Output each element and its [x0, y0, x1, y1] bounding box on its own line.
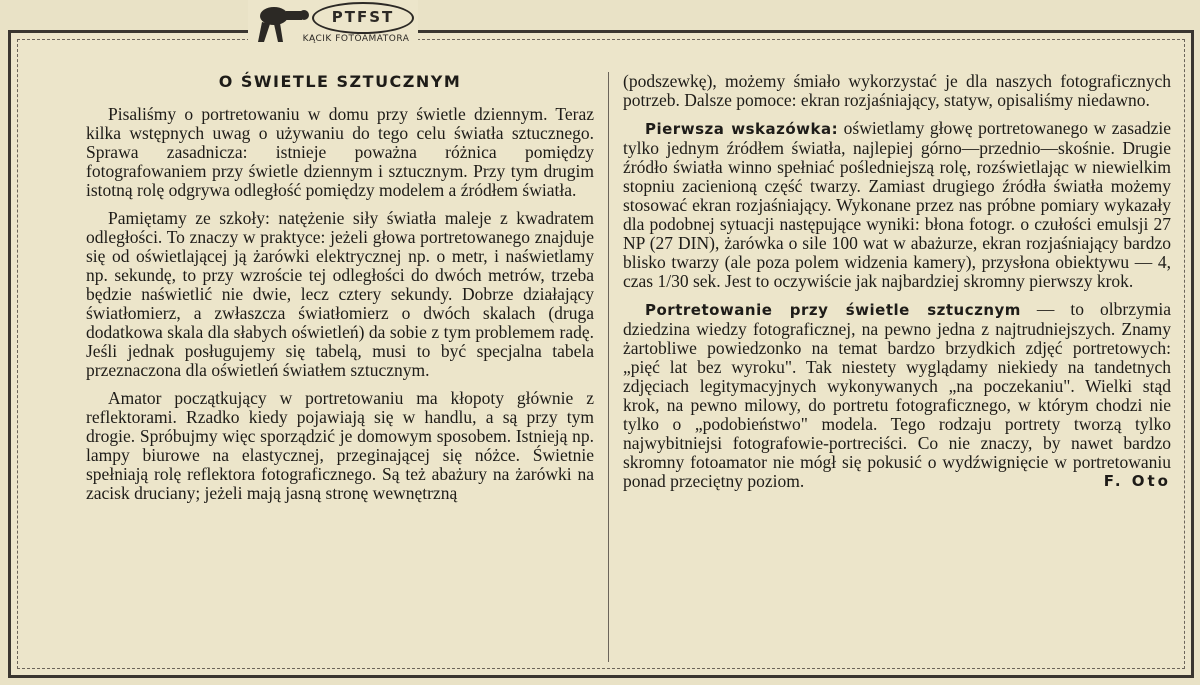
paragraph: Pisaliśmy o portretowaniu w domu przy świetle dziennym. Teraz kilka wstępnych uwag o używaniu do tego celu światła sztucznego. Sprawa zasadnicza: istnieje poważna różnica pomiędzy fotografowaniem przy świetle dziennym i sztucznym. Przy tym drugim istotną rolę odgrywa odległość pomiędzy modelem a źródłem światła.: [86, 104, 594, 200]
paragraph-body: oświetlamy głowę portretowanego w zasadzie tylko jednym źródłem światła, najlepiej górno—przednio—skośnie. Drugie źródło światła winno spełniać pośledniejszą rolę, rozświetlając w niewielkim stopniu zacienioną część twarzy. Zamiast drugiego źródła światła możemy stosować ekran rozjaśniający. Wykonane przez nas próbne pomiary wykazały dla podobnej sytuacji następujące wyniki: błona fotogr. o czułości emulsji 27 NP (27 DIN), żarówka o sile 100 wat w abażurze, ekran rozjaśniający bardzo blisko twarzy (ale poza polem widzenia kamery), przysłona obiektywu — 4, czas 1/30 sek. Jest to oczywiście jak najbardziej skromny pierwszy krok.: [623, 118, 1171, 291]
paragraph: [623, 119, 1171, 291]
right-column: [623, 72, 1171, 500]
paragraph-body: — to olbrzymia dziedzina wiedzy fotograficznej, na pewno jedna z najtrudniejszych. Znamy żartobliwe powiedzonko na temat bardzo brzydkich zdjęć portretowych: „pięć lat bez wyroku". Tak niestety wyglądamy niekiedy na tandetnych zdjęciach legitymacyjnych wykonywanych „na poczekaniu". Wielki stąd krok, na pewno milowy, do portretu fotograficznego, w którym chodzi nie tylko o „podobieństwo" modela. Tego rodzaju portrety tworzą tylko najwybitniejsi fotografowie-portreciści. Co nie znaczy, by nawet bardzo skromny fotoamator nie mógł się pokusić o wydźwignięcie w portretowaniu ponad przeciętny poziom.: [623, 299, 1171, 491]
article-title: O ŚWIETLE SZTUCZNYM: [218, 72, 462, 91]
column-divider: [608, 72, 609, 662]
masthead-subtitle: KĄCIK FOTOAMATORA: [302, 34, 410, 44]
paragraph-lead: Pierwsza wskazówka:: [645, 120, 839, 138]
paragraph: [623, 300, 1171, 491]
author-signature: F. Oto: [1103, 472, 1171, 490]
masthead-logo: PTFST: [312, 2, 414, 34]
left-column: [86, 70, 594, 512]
paragraph: Pamiętamy ze szkoły: natężenie siły światła maleje z kwadratem odległości. To znaczy w praktyce: jeżeli głowa portretowanego znajduje się od oświetlającej ją żarówki elektrycznej np. o metr, i naświetlamy np. sekundę, to przy wzroście tej odległości do dwóch metrów, trzeba będzie naświetlić nie dwie, lecz cztery sekundy. Dobrze działający światłomierz, a zwłaszcza światłomierz o dwóch skalach (druga dodatkowa skala dla słabych oświetleń) da sobie z tym problemem radę. Jeśli jednak posługujemy się tabelą, musi to być specjalna tabela przeznaczona dla oświetleń światłem sztucznym.: [86, 208, 594, 380]
paragraph: Amator początkujący w portretowaniu ma kłopoty głównie z reflektorami. Rzadko kiedy pojawiają się w handlu, a są przy tym drogie. Spróbujmy więc sporządzić je domowym sposobem. Istnieją np. lampy biurowe na elastycznej, przeginającej się nóżce. Świetnie spełniają rolę reflektora fotograficznego. Są też abażury na żarówki na zacisk druciany; jeżeli mają jasną stronę wewnętrzną: [86, 388, 594, 503]
paragraph-lead: Portretowanie przy świetle sztucznym: [645, 301, 1021, 319]
column-masthead: [248, 0, 418, 46]
paragraph-continuation: (podszewkę), możemy śmiało wykorzystać je dla naszych fotograficznych potrzeb. Dalsze pomoce: ekran rozjaśniający, statyw, opisaliśmy niedawno.: [623, 71, 1171, 110]
